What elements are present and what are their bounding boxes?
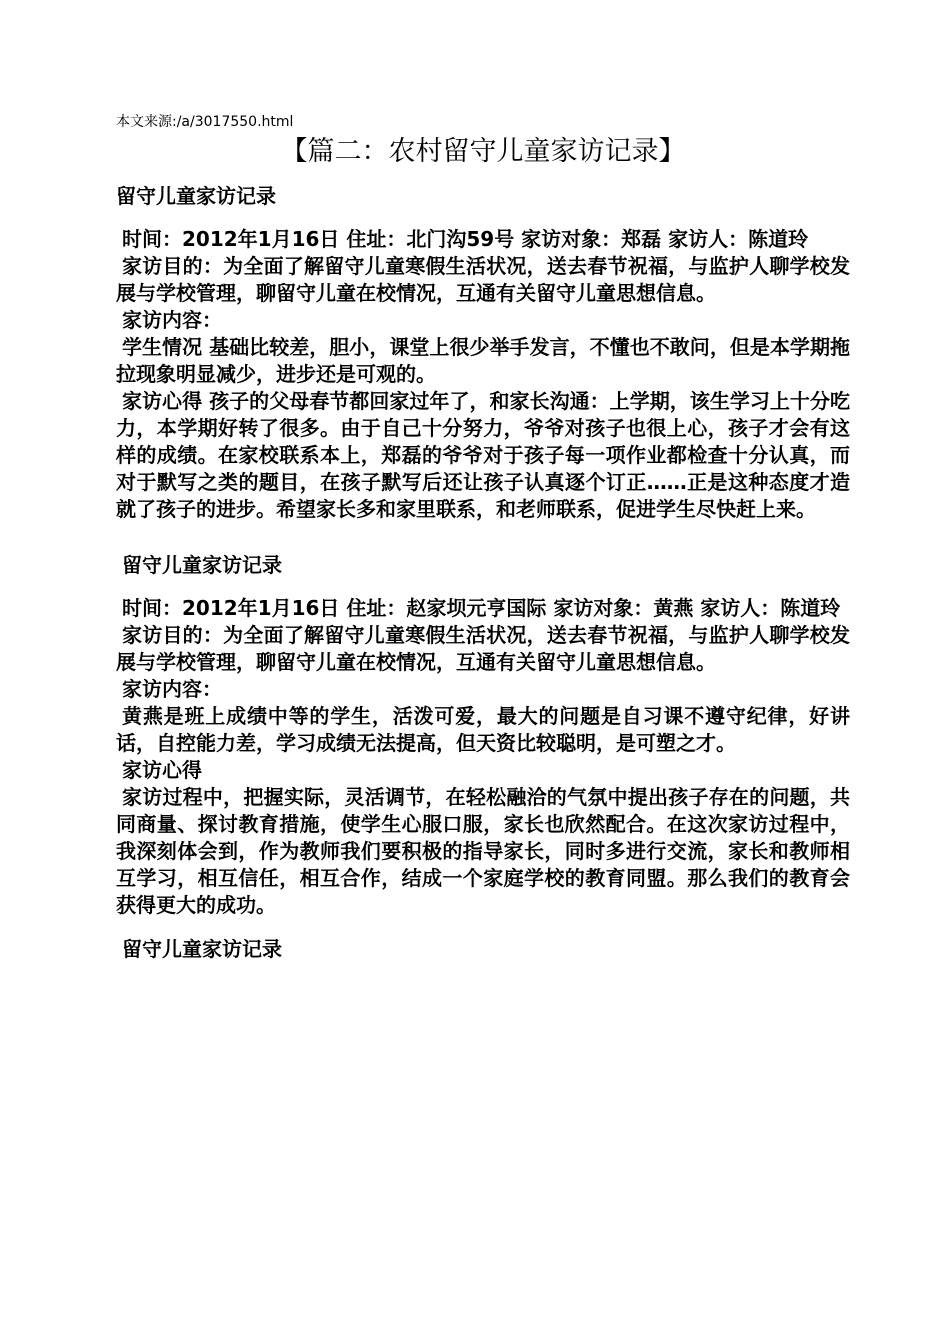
record-student-info: 黄燕是班上成绩中等的学生，活泼可爱，最大的问题是自习课不遵守纪律，好讲话，自控能力差，学习成绩无法提高，但天资比较聪明，是可塑之才。: [116, 704, 850, 755]
record-purpose: 家访目的：为全面了解留守儿童寒假生活状况，送去春节祝福，与监护人聊学校发展与学校管理，聊留守儿童在校情况，互通有关留守儿童思想信息。: [116, 623, 850, 674]
record-heading: 留守儿童家访记录: [122, 553, 282, 577]
record-heading: 留守儿童家访记录: [122, 937, 282, 961]
record-reflection-label: 家访心得: [122, 758, 202, 782]
page-title: 【篇二：农村留守儿童家访记录】: [280, 136, 686, 167]
record-3: [116, 935, 850, 963]
record-content-label: 家访内容：: [122, 677, 222, 701]
record-reflection: 家访过程中，把握实际，灵活调节，在轻松融洽的气氛中提出孩子存在的问题，共同商量、探讨教育措施，使学生心服口服，家长也欣然配合。在这次家访过程中，我深刻体会到，作为教师我们要积极的指导家长，同时多进行交流，家长和教师相互学习，相互信任，相互合作，结成一个家庭学校的教育同盟。那么我们的教育会获得更大的成功。: [116, 785, 850, 917]
record-reflection: 家访心得 孩子的父母春节都回家过年了，和家长沟通：上学期，该生学习上十分吃力，本学期好转了很多。由于自己十分努力，爷爷对孩子也很上心，孩子才会有这样的成绩。在家校联系本上，郑磊的爷爷对于孩子每一项作业都检查十分认真，而对于默写之类的题目，在孩子默写后还让孩子认真逐个订正……正是这种态度才造就了孩子的进步。希望家长多和家里联系，和老师联系，促进学生尽快赶上来。: [116, 389, 850, 521]
source-line: 本文来源:/a/3017550.html: [116, 114, 294, 130]
document-page: [116, 112, 850, 963]
record-content-label: 家访内容：: [122, 308, 222, 332]
record-student-info: 学生情况 基础比较差，胆小，课堂上很少举手发言，不懂也不敢问，但是本学期拖拉现象明显减少，进步还是可观的。: [116, 335, 850, 386]
record-heading: 留守儿童家访记录: [116, 184, 276, 208]
record-purpose: 家访目的：为全面了解留守儿童寒假生活状况，送去春节祝福，与监护人聊学校发展与学校管理，聊留守儿童在校情况，互通有关留守儿童思想信息。: [116, 254, 850, 305]
record-1: [116, 182, 850, 523]
record-meta: 时间：2012年1月16日 住址：赵家坝元亨国际 家访对象：黄燕 家访人：陈道玲: [122, 596, 841, 620]
record-meta: 时间：2012年1月16日 住址：北门沟59号 家访对象：郑磊 家访人：陈道玲: [122, 227, 809, 251]
record-2: [116, 551, 850, 919]
